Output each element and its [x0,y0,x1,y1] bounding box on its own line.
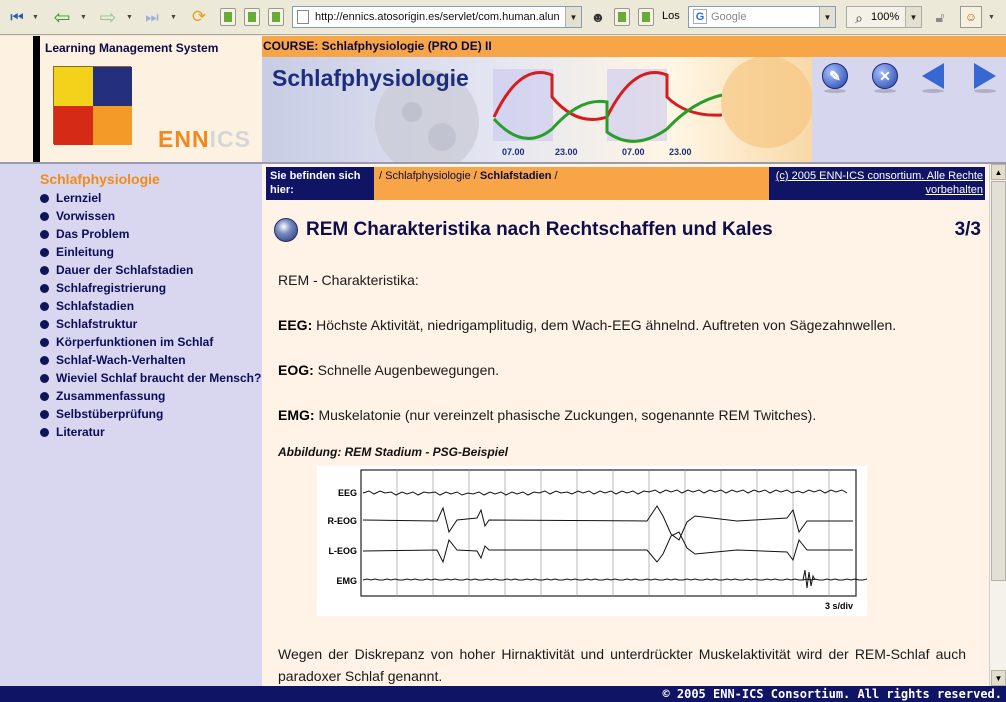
header-stripe [33,36,40,162]
url-input[interactable] [292,6,582,28]
globe-icon [274,218,298,242]
closing-paragraph: Wegen der Diskrepanz von hoher Hirnaktivität und unterdrückter Muskelaktivität wird der REM-Schlaf auch paradoxer Schlaf genannt. [278,646,966,684]
next-page-icon[interactable] [974,63,996,89]
scroll-up-icon[interactable]: ▲ [991,164,1006,180]
lock-icon[interactable]: 🔓︎ [935,8,945,25]
bullet-icon [40,356,49,365]
bullet-icon [40,392,49,401]
forward-dropdown[interactable]: ▼ [126,13,133,21]
course-banner [262,57,812,162]
banner-time: 07.00 [622,147,645,157]
copyright-notice [769,167,985,200]
back-dropdown[interactable]: ▼ [80,13,87,21]
rewind-dropdown[interactable]: ▼ [32,13,39,21]
rewind-icon[interactable]: ⏮ [10,8,24,26]
psg-figure [317,466,867,616]
bullet-icon [40,266,49,275]
previous-page-icon[interactable] [922,63,944,89]
web-page [0,36,1006,702]
channel-label: EMG [336,576,357,586]
page-title: REM Charakteristika nach Rechtschaffen und Kales [306,219,773,240]
page-counter: 3/3 [954,219,981,240]
brand-wordmark: ENNICS [158,126,251,152]
banner-time: 23.00 [669,147,692,157]
lms-title: Learning Management System [45,41,219,55]
channel-label: L-EOG [328,546,357,556]
fast-forward-dropdown[interactable]: ▼ [170,13,177,21]
browser-toolbar [0,0,1006,35]
url-text: http://ennics.atosorigin.es/servlet/com.human.alun [315,11,560,23]
bullet-icon [40,410,49,419]
fast-forward-icon[interactable]: ⏭ [145,8,159,26]
breadcrumb-link-schlafphysiologie[interactable]: / Schlafphysiologie / [379,170,477,182]
course-navigation [812,57,1006,162]
bullet-icon [40,374,49,383]
url-dropdown-icon[interactable]: ▼ [565,7,581,27]
sidebar-item-literatur[interactable]: Literatur [40,423,261,441]
copyright-link[interactable]: (c) 2005 ENN-ICS consortium. Alle Rechte vorbehalten [775,170,983,196]
time-scale-label: 3 s/div [824,601,853,611]
header-branding [0,36,262,162]
figure-caption: Abbildung: REM Stadium - PSG-Beispiel [278,445,509,459]
channel-label: EEG [337,488,357,498]
breadcrumb-separator: / [554,170,558,182]
search-input[interactable] [688,6,836,28]
banner-time: 07.00 [502,147,525,157]
sidebar-item-wieviel-schlaf[interactable]: Wieviel Schlaf braucht der Mensch? [40,369,261,387]
magnifier-icon: ⌕ [855,9,863,26]
sidebar-item-schlafregistrierung[interactable]: Schlafregistrierung [40,279,261,297]
zoom-select[interactable] [846,6,922,28]
page-icon [297,10,309,24]
sidebar-item-schlafstadien[interactable]: Schlafstadien [40,297,261,315]
bookmark-icon[interactable] [244,8,260,26]
bullet-icon [40,212,49,221]
spy-icon[interactable]: ☻ [590,9,606,25]
sidebar-item-schlafstruktur[interactable]: Schlafstruktur [40,315,261,333]
zoom-value: 100% [871,11,900,23]
bullet-icon [40,248,49,257]
course-title: COURSE: Schlafphysiologie (PRO DE) II [262,36,1006,57]
zoom-dropdown-icon[interactable]: ▼ [905,7,921,27]
bookmark-icon[interactable] [220,8,236,26]
ennics-logo[interactable] [53,66,131,144]
edit-note-icon[interactable]: ✎ [822,63,848,89]
intro-text: REM - Charakteristika: [278,272,419,288]
bullet-icon [40,320,49,329]
scroll-thumb[interactable] [991,181,1006,581]
sidebar-menu [40,189,261,441]
breadcrumb [266,167,985,200]
google-icon: G [693,9,707,24]
sidebar-item-lernziel[interactable]: Lernziel [40,189,261,207]
bookmark-icon[interactable] [638,8,654,26]
bookmark-icon[interactable] [614,8,630,26]
search-label: Los [662,10,680,22]
breadcrumb-path [374,167,769,200]
bullet-icon [40,230,49,239]
forward-button[interactable]: ⇨ [99,6,117,29]
breadcrumb-current: Schlafstadien [479,170,552,182]
bullet-icon [40,302,49,311]
sidebar [0,164,262,686]
bullet-icon [40,284,49,293]
sidebar-heading[interactable]: Schlafphysiologie [40,171,160,187]
bookmark-icon[interactable] [268,8,284,26]
sidebar-item-zusammenfassung[interactable]: Zusammenfassung [40,387,261,405]
main-content [262,164,989,686]
sidebar-item-selbstueberpruefung[interactable]: Selbstüberprüfung [40,405,261,423]
scroll-down-icon[interactable]: ▼ [991,670,1006,686]
sidebar-item-koerperfunktionen[interactable]: Körperfunktionen im Schlaf [40,333,261,351]
footer: © 2005 ENN-ICS Consortium. All rights reserved. [0,686,1006,702]
emg-paragraph: EMG: Muskelatonie (nur vereinzelt phasische Zuckungen, sogenannte REM Twitches). [278,407,817,423]
eog-paragraph: EOG: Schnelle Augenbewegungen. [278,362,500,378]
breadcrumb-label: Sie befinden sich hier: [266,167,374,200]
bullet-icon [40,428,49,437]
sidebar-item-das-problem[interactable]: Das Problem [40,225,261,243]
close-icon[interactable]: ✕ [872,63,898,89]
back-button[interactable]: ⇦ [53,6,71,29]
bullet-icon [40,194,49,203]
profile-dropdown[interactable]: ▼ [988,13,995,21]
bullet-icon [40,338,49,347]
banner-time: 23.00 [555,147,578,157]
reload-icon[interactable]: ⟳ [191,7,207,26]
sidebar-item-einleitung[interactable]: Einleitung [40,243,261,261]
psg-chart [317,466,867,616]
channel-label: R-EOG [327,516,357,526]
sidebar-item-schlaf-wach[interactable]: Schlaf-Wach-Verhalten [40,351,261,369]
banner-title: Schlafphysiologie [272,65,469,91]
vertical-scrollbar[interactable] [989,164,1006,686]
sidebar-item-vorwissen[interactable]: Vorwissen [40,207,261,225]
profile-icon[interactable]: ☺ [960,6,982,28]
sidebar-item-dauer[interactable]: Dauer der Schlafstadien [40,261,261,279]
search-placeholder: Google [711,11,747,23]
search-dropdown-icon[interactable]: ▼ [819,7,835,27]
eeg-paragraph: EEG: Höchste Aktivität, niedrigamplitudig, dem Wach-EEG ähnelnd. Auftreten von Sägezahnwellen. [278,317,897,333]
